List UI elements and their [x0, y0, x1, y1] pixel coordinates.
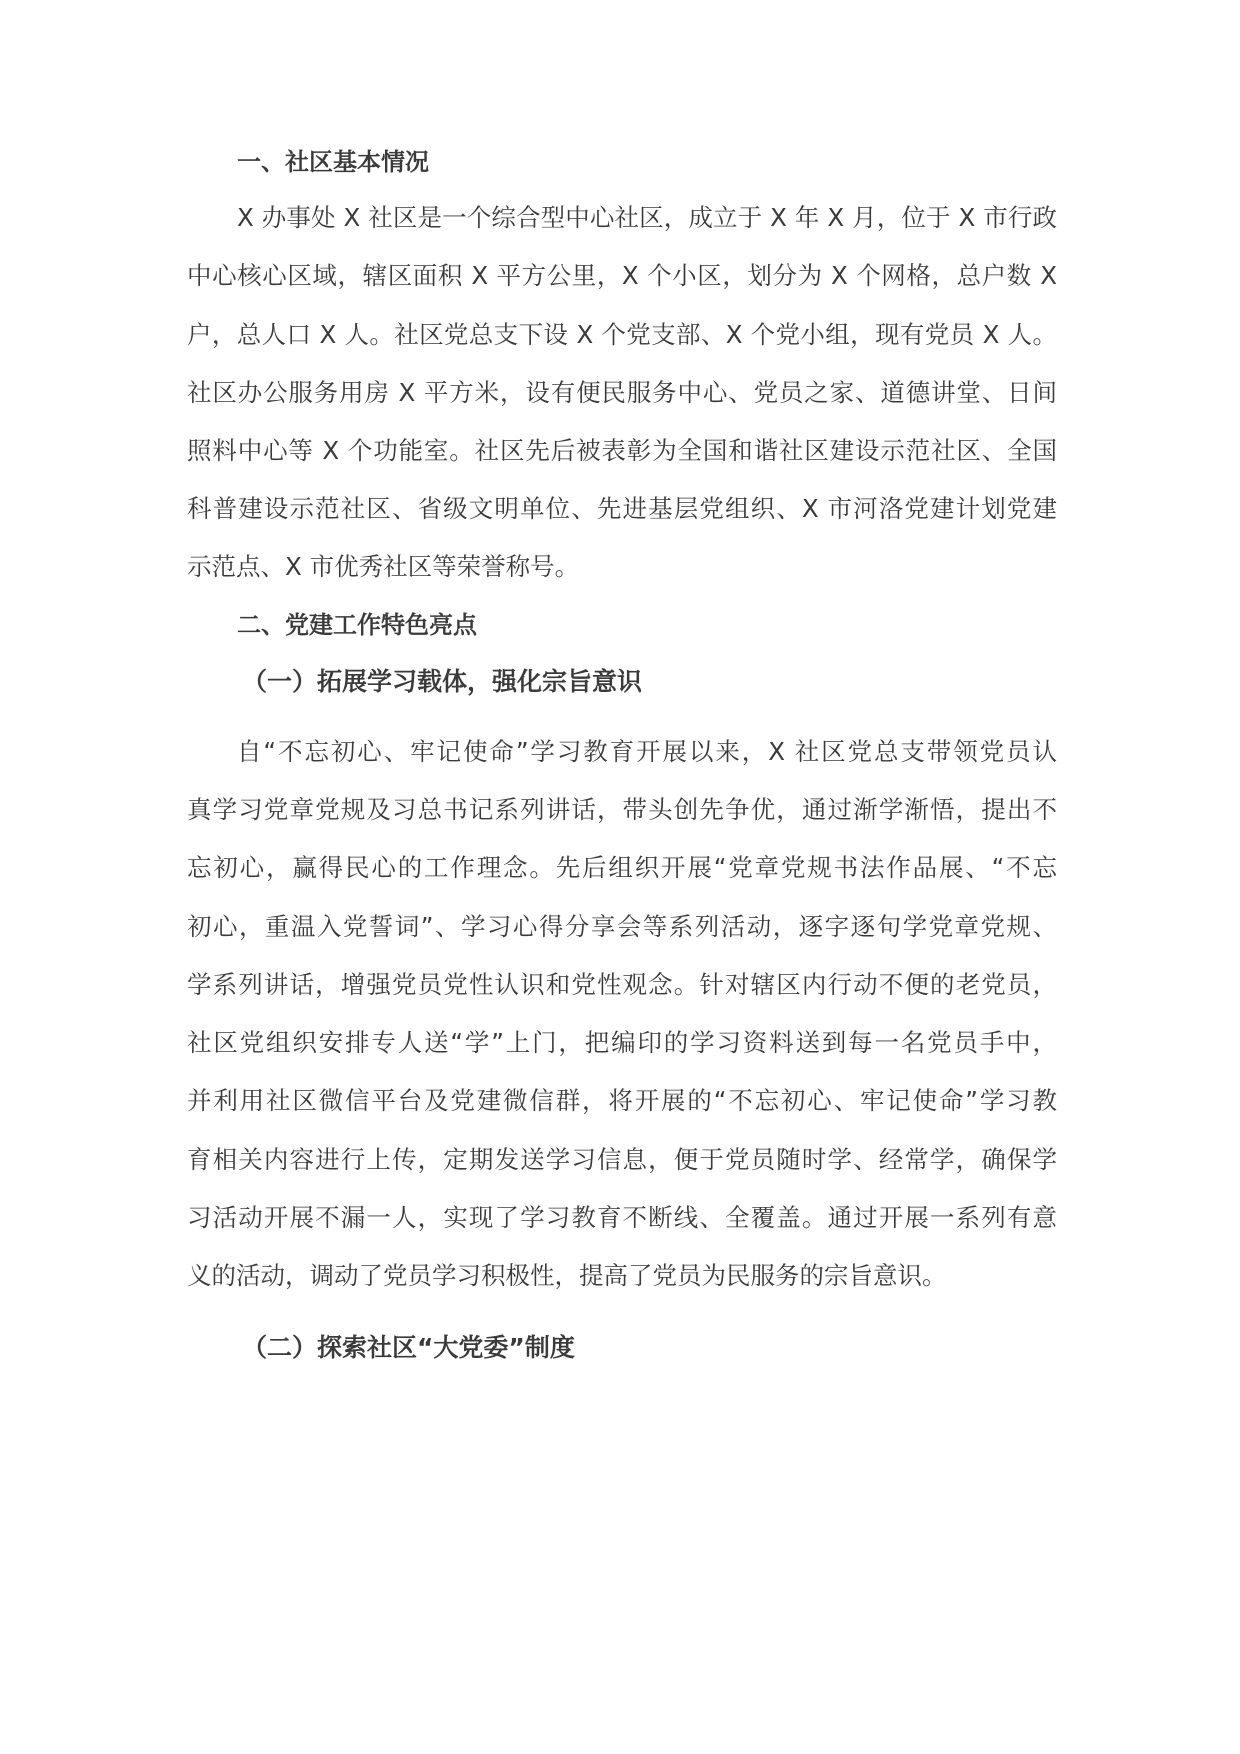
paragraph-line: 户，总人口 X 人。社区党总支下设 X 个党支部、X 个党小组，现有党员 X 人。: [187, 320, 1057, 349]
paragraph-line: 社区办公服务用房 X 平方米，设有便民服务中心、党员之家、道德讲堂、日间: [187, 378, 1057, 407]
subsection-heading-1: （一）拓展学习载体，强化宗旨意识: [242, 667, 643, 696]
section-heading-2: 二、党建工作特色亮点: [237, 611, 477, 639]
paragraph-line: 示范点、X 市优秀社区等荣誉称号。: [187, 552, 580, 581]
paragraph-line: 育相关内容进行上传，定期发送学习信息，便于党员随时学、经常学，确保学: [187, 1145, 1057, 1174]
paragraph-line: 社区党组织安排专人送“学”上门，把编印的学习资料送到每一名党员手中，: [187, 1028, 1057, 1057]
paragraph-line: 习活动开展不漏一人，实现了学习教育不断线、全覆盖。通过开展一系列有意: [187, 1203, 1057, 1232]
paragraph-line: X 办事处 X 社区是一个综合型中心社区，成立于 X 年 X 月，位于 X 市行政: [237, 203, 1057, 232]
paragraph-line: 义的活动，调动了党员学习积极性，提高了党员为民服务的宗旨意识。: [187, 1261, 947, 1290]
paragraph-line: 初心，重温入党誓词”、学习心得分享会等系列活动，逐字逐句学党章党规、: [187, 912, 1057, 941]
paragraph-line: 中心核心区域，辖区面积 X 平方公里，X 个小区，划分为 X 个网格，总户数 X: [187, 261, 1057, 290]
subsection-heading-2: （二）探索社区“大党委”制度: [242, 1333, 575, 1362]
paragraph-line: 真学习党章党规及习总书记系列讲话，带头创先争优，通过渐学渐悟，提出不: [187, 795, 1057, 824]
paragraph-line: 照料中心等 X 个功能室。社区先后被表彰为全国和谐社区建设示范社区、全国: [187, 436, 1057, 465]
paragraph-line: 自“不忘初心、牢记使命”学习教育开展以来，X 社区党总支带领党员认: [237, 737, 1057, 766]
section-heading-1: 一、社区基本情况: [237, 148, 429, 176]
paragraph-line: 并利用社区微信平台及党建微信群，将开展的“不忘初心、牢记使命”学习教: [187, 1086, 1057, 1115]
paragraph-line: 忘初心，赢得民心的工作理念。先后组织开展“党章党规书法作品展、“不忘: [187, 853, 1057, 882]
paragraph-line: 科普建设示范社区、省级文明单位、先进基层党组织、X 市河洛党建计划党建: [187, 494, 1057, 523]
paragraph-line: 学系列讲话，增强党员党性认识和党性观念。针对辖区内行动不便的老党员，: [187, 970, 1057, 999]
